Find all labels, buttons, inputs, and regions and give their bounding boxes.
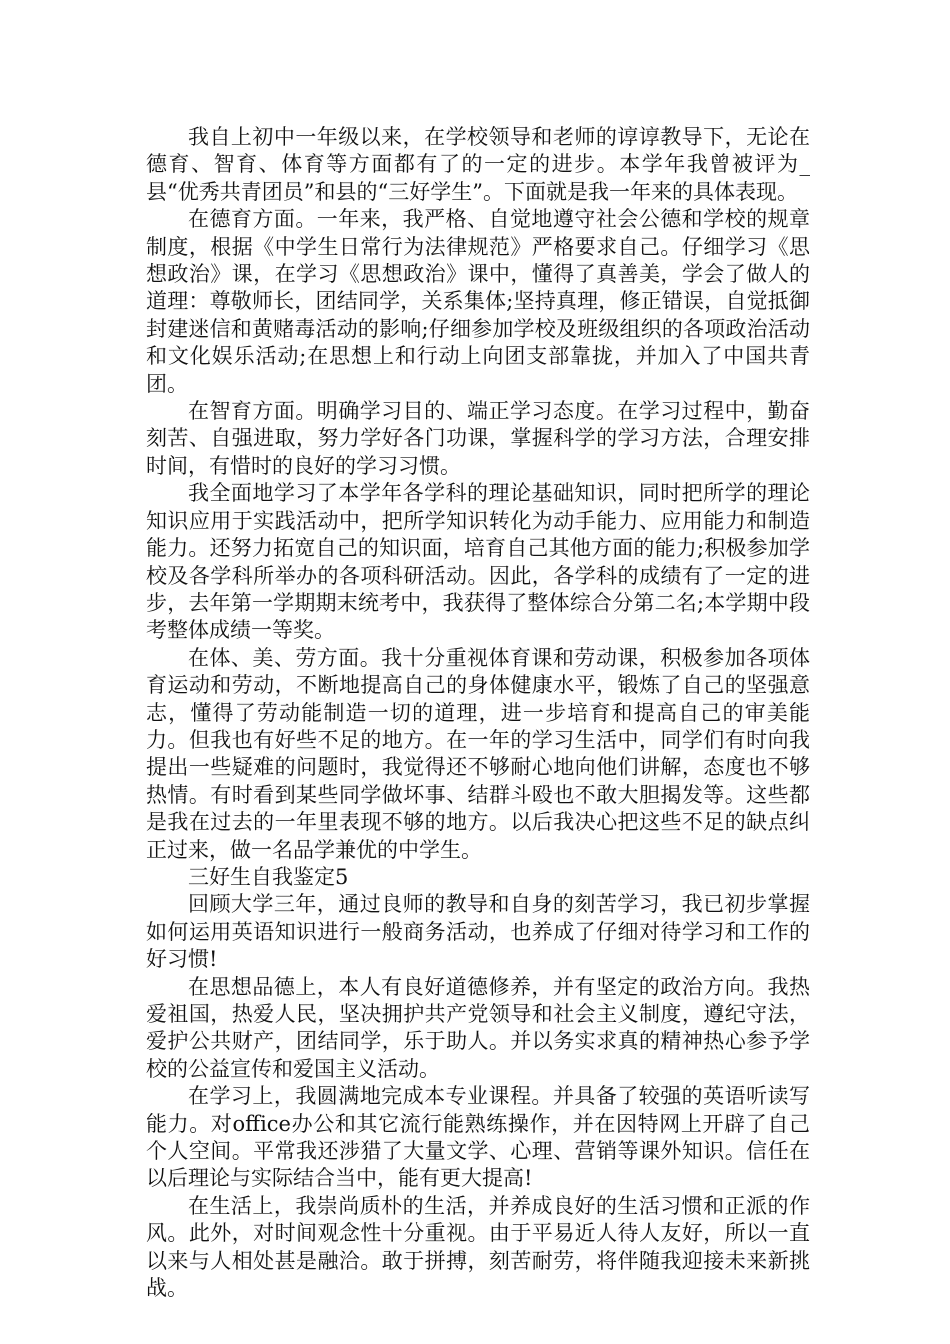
document-page <box>146 124 810 1302</box>
section-title: 三好生自我鉴定5 <box>188 864 349 889</box>
paragraph-physical: 在体、美、劳方面。我十分重视体育课和劳动课，积极参加各项体育运动和劳动，不断地提高自己的身体健康水平，锻炼了自己的坚强意志，懂得了劳动能制造一切的道理，进一步培育和提高自己的审美能力。但我也有好些不足的地方。在一年的学习生活中，同学们有时向我提出一些疑难的问题时，我觉得还不够耐心地向他们讲解，态度也不够热情。有时看到某些同学做坏事、结群斗殴也不敢大胆揭发等。这些都是我在过去的一年里表现不够的地方。以后我决心把这些不足的缺点纠正过来，做一名品学兼优的中学生。 <box>146 645 810 862</box>
paragraph-life: 在生活上，我崇尚质朴的生活，并养成良好的生活习惯和正派的作风。此外，对时间观念性十分重视。由于平易近人待人友好，所以一直以来与人相处甚是融洽。敢于拼搏，刻苦耐劳，将伴随我迎接未来新挑战。 <box>146 1193 810 1301</box>
paragraph-intro: 我自上初中一年级以来，在学校领导和老师的谆谆教导下，无论在德育、智育、体育等方面都有了的一定的进步。本学年我曾被评为_县“优秀共青团员”和县的“三好学生”。下面就是我一年来的具体表现。 <box>146 125 810 204</box>
paragraph-intellect: 在智育方面。明确学习目的、端正学习态度。在学习过程中，勤奋刻苦、自强进取，努力学好各门功课，掌握科学的学习方法，合理安排时间，有惜时的良好的学习习惯。 <box>146 399 810 478</box>
paragraph-moral: 在德育方面。一年来，我严格、自觉地遵守社会公德和学校的规章制度，根据《中学生日常行为法律规范》严格要求自己。仔细学习《思想政治》课，在学习《思想政治》课中，懂得了真善美，学会了做人的道理：尊敬师长，团结同学，关系集体;坚持真理，修正错误，自觉抵御封建迷信和黄赌毒活动的影响;仔细参加学校及班级组织的各项政治活动和文化娱乐活动;在思想上和行动上向团支部靠拢，并加入了中国共青团。 <box>146 207 810 396</box>
paragraph-study: 我全面地学习了本学年各学科的理论基础知识，同时把所学的理论知识应用于实践活动中，把所学知识转化为动手能力、应用能力和制造能力。还努力拓宽自己的知识面，培育自己其他方面的能力;积极参加学校及各学科所举办的各项科研活动。因此，各学科的成绩有了一定的进步，去年第一学期期末统考中，我获得了整体综合分第二名;本学期中段考整体成绩一等奖。 <box>146 481 810 643</box>
paragraph-learning: 在学习上，我圆满地完成本专业课程。并具备了较强的英语听读写能力。对office办公和其它流行能熟练操作，并在因特网上开辟了自己个人空间。平常我还涉猎了大量文学、心理、营销等课外知识。信任在以后理论与实际结合当中，能有更大提高! <box>146 1084 810 1191</box>
paragraph-ideology: 在思想品德上，本人有良好道德修养，并有坚定的政治方向。我热爱祖国，热爱人民，坚决拥护共产党领导和社会主义制度，遵纪守法，爱护公共财产，团结同学，乐于助人。并以务实求真的精神热心参予学校的公益宣传和爱国主义活动。 <box>146 974 810 1081</box>
paragraph-review: 回顾大学三年，通过良师的教导和自身的刻苦学习，我已初步掌握如何运用英语知识进行一般商务活动，也养成了仔细对待学习和工作的好习惯! <box>146 892 810 972</box>
